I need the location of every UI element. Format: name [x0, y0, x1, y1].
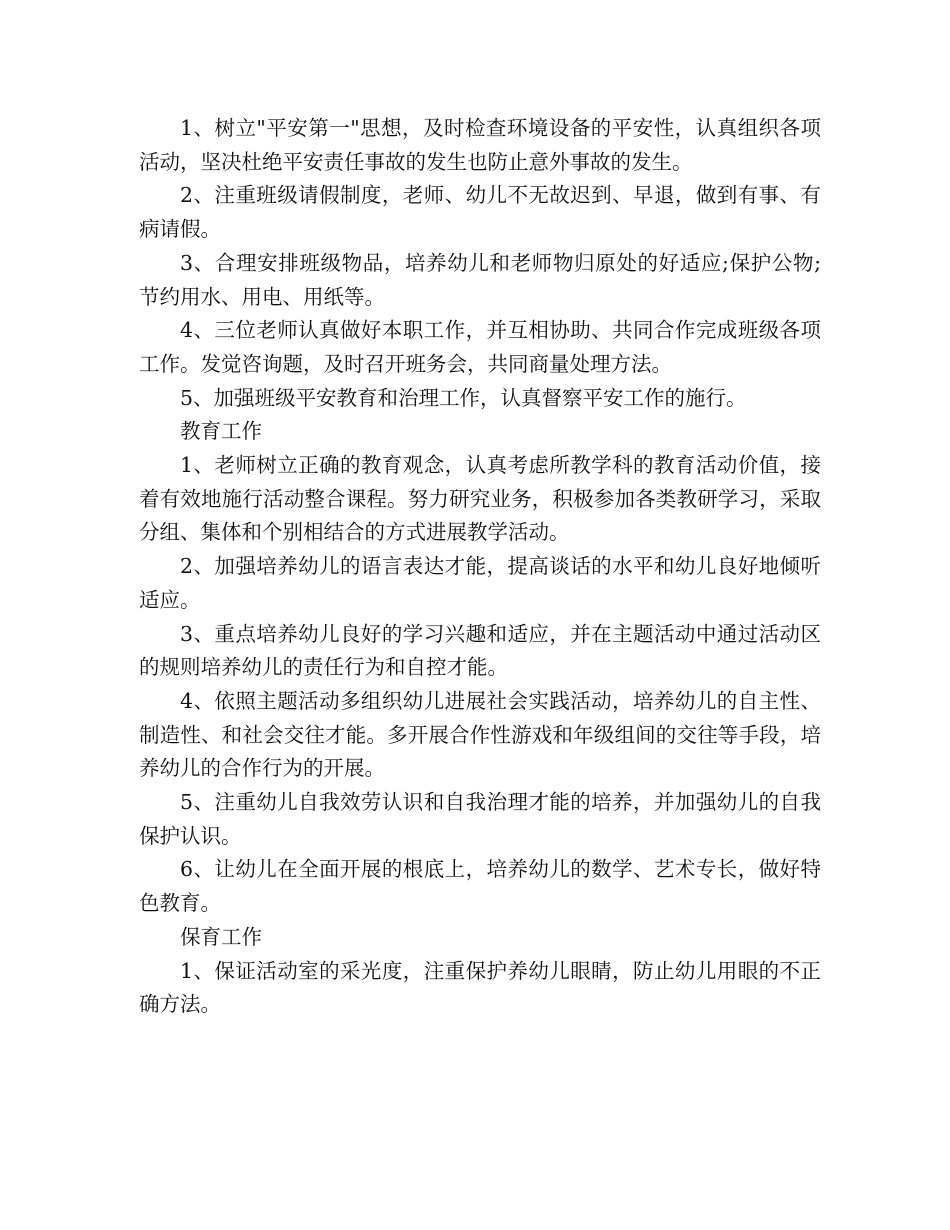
paragraph-education-6: 6、让幼儿在全面开展的根底上，培养幼儿的数学、艺术专长，做好特色教育。 — [139, 857, 821, 916]
paragraph-safety-2: 2、注重班级请假制度，老师、幼儿不无故迟到、早退，做到有事、有病请假。 — [139, 183, 821, 242]
document-body — [139, 112, 821, 1022]
paragraph-education-3: 3、重点培养幼儿良好的学习兴趣和适应，并在主题活动中通过活动区的规则培养幼儿的责任行为和自控才能。 — [139, 621, 821, 680]
paragraph-safety-1: 1、树立"平安第一"思想，及时检查环境设备的平安性，认真组织各项活动，坚决杜绝平安责任事故的发生也防止意外事故的发生。 — [139, 116, 821, 174]
paragraph-care-1: 1、保证活动室的采光度，注重保护养幼儿眼睛，防止幼儿用眼的不正确方法。 — [139, 958, 821, 1017]
section-heading-care: 保育工作 — [180, 924, 262, 949]
paragraph-education-2: 2、加强培养幼儿的语言表达才能，提高谈话的水平和幼儿良好地倾听适应。 — [139, 554, 821, 612]
paragraph-education-5: 5、注重幼儿自我效劳认识和自我治理才能的培养，并加强幼儿的自我保护认识。 — [139, 790, 821, 848]
paragraph-safety-4: 4、三位老师认真做好本职工作，并互相协助、共同合作完成班级各项工作。发觉咨询题，及时召开班务会，共同商量处理方法。 — [139, 318, 821, 376]
paragraph-education-4: 4、依照主题活动多组织幼儿进展社会实践活动，培养幼儿的自主性、制造性、和社会交往才能。多开展合作性游戏和年级组间的交往等手段，培养幼儿的合作行为的开展。 — [139, 688, 821, 781]
paragraph-safety-3: 3、合理安排班级物品，培养幼儿和老师物归原处的好适应;保护公物;节约用水、用电、用纸等。 — [139, 250, 821, 309]
paragraph-safety-5: 5、加强班级平安教育和治理工作，认真督察平安工作的施行。 — [180, 385, 747, 410]
paragraph-education-1: 1、老师树立正确的教育观念，认真考虑所教学科的教育活动价值，接着有效地施行活动整合课程。努力研究业务，积极参加各类教研学习，采取分组、集体和个别相结合的方式进展教学活动。 — [139, 453, 821, 545]
section-heading-education: 教育工作 — [180, 419, 262, 444]
